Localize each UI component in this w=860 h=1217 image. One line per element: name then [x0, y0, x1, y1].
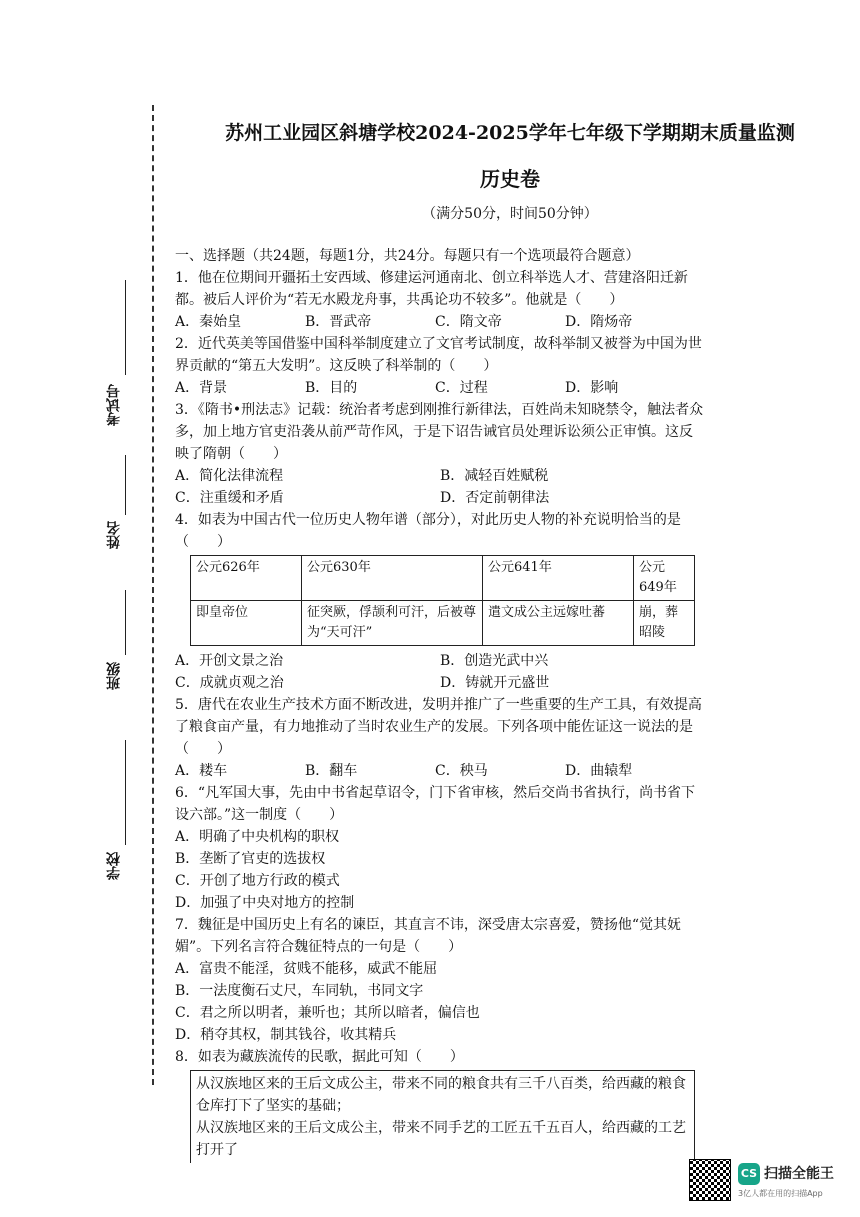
question-stem: 1．他在位期间开疆拓土安西域、修建运河通南北、创立科举选人才、营建洛阳迁新都。被后人评价为“若无水殿龙舟事，共禹论功不较多”。他就是（ ） [175, 270, 688, 308]
qr-code-icon [690, 1160, 730, 1200]
option-c: C．君之所以明者，兼听也；其所以暗者，偏信也 [175, 1005, 480, 1021]
table-cell: 公元626年 [191, 556, 302, 601]
option-c: C．隋文帝 [435, 314, 502, 330]
question-5 [175, 694, 705, 782]
table-cell: 征突厥，俘颉利可汗，后被尊为“天可汗” [302, 601, 483, 646]
option-d: D．否定前朝律法 [440, 490, 550, 506]
table-cell: 公元630年 [302, 556, 483, 601]
option-c: C．成就贞观之治 [175, 675, 284, 691]
question-stem: 7．魏征是中国历史上有名的谏臣，其直言不讳，深受唐太宗喜爱，赞扬他“觉其妩媚”。下列名言符合魏征特点的一句是（ ） [175, 917, 682, 955]
option-b: B．一法度衡石丈尺，车同轨，书同文字 [175, 983, 424, 999]
question-options [175, 377, 705, 399]
question-options [175, 672, 705, 694]
option-b: B．翻车 [305, 763, 358, 779]
table-header-row [191, 556, 695, 601]
camscanner-logo-icon: CS [738, 1163, 760, 1185]
question-7 [175, 914, 705, 1046]
option-d: D．影响 [565, 380, 619, 396]
exam-number-field [104, 280, 144, 450]
name-field [104, 455, 144, 565]
question-options [175, 760, 705, 782]
class-blank [125, 590, 126, 655]
option-a: A．背景 [175, 380, 228, 396]
question-options [175, 487, 705, 509]
class-field [104, 590, 144, 710]
question-stem: 5．唐代在农业生产技术方面不断改进，发明并推广了一些重要的生产工具，有效提高了粮食亩产量，有力地推动了当时农业生产的发展。下列各项中能佐证这一说法的是（ ） [175, 697, 702, 757]
school-blank [125, 740, 126, 845]
name-blank [125, 455, 126, 515]
option-b: B．减轻百姓赋税 [440, 468, 549, 484]
question-stem: 8．如表为藏族流传的民歌，据此可知（ ） [175, 1049, 464, 1065]
option-a: A．秦始皇 [175, 314, 242, 330]
question-stem: 4．如表为中国古代一位历史人物年谱（部分），对此历史人物的补充说明恰当的是（ ） [175, 512, 681, 550]
exam-number-label: 考试号 [106, 384, 122, 426]
folk-song-line: 从汉族地区来的王后文成公主，带来不同的粮食共有三千八百类，给西藏的粮食仓库打下了坚实的基础； [196, 1076, 686, 1114]
question-1 [175, 267, 705, 333]
question-content [175, 245, 705, 1163]
school-label: 学校 [106, 852, 122, 880]
option-a: A．简化法律流程 [175, 468, 284, 484]
option-d: D．加强了中央对地方的控制 [175, 895, 355, 911]
question-4 [175, 509, 705, 694]
question-stem: 2．近代英美等国借鉴中国科举制度建立了文官考试制度，故科举制又被誉为中国为世界贡献的“第五大发明”。这反映了科举制的（ ） [175, 336, 702, 374]
question-2 [175, 333, 705, 399]
table-cell: 公元649年 [634, 556, 695, 601]
option-d: D．稍夺其权，制其钱谷，收其精兵 [175, 1027, 397, 1043]
exam-title: 苏州工业园区斜塘学校2024-2025学年七年级下学期期末质量监测 [225, 122, 795, 144]
exam-subject: 历史卷 [480, 167, 540, 191]
school-field [104, 740, 144, 890]
question-8 [175, 1046, 705, 1163]
option-b: B．创造光武中兴 [440, 653, 549, 669]
question-3 [175, 399, 705, 509]
option-a: A．开创文景之治 [175, 653, 284, 669]
table-cell: 公元641年 [483, 556, 634, 601]
table-cell: 即皇帝位 [191, 601, 302, 646]
question-6 [175, 782, 705, 914]
score-time-note: （满分50分，时间50分钟） [422, 206, 598, 222]
scanner-watermark [690, 1160, 860, 1205]
binding-dashed-line [152, 105, 154, 1085]
option-a: A．明确了中央机构的职权 [175, 829, 340, 845]
folk-song-line: 从汉族地区来的王后文成公主，带来不同手艺的工匠五千五百人，给西藏的工艺打开了 [196, 1120, 686, 1158]
section-heading: 一、选择题（共24题，每题1分，共24分。每题只有一个选项最符合题意） [175, 248, 640, 264]
option-b: B．目的 [305, 380, 358, 396]
option-a: A．富贵不能淫，贫贱不能移，威武不能屈 [175, 961, 438, 977]
option-c: C．开创了地方行政的模式 [175, 873, 340, 889]
option-d: D．曲辕犁 [565, 763, 633, 779]
question-stem: 6．“凡军国大事，先由中书省起草诏令，门下省审核，然后交尚书省执行，尚书省下设六部。”这一制度（ ） [175, 785, 696, 823]
scanner-tagline: 3亿人都在用的扫描App [738, 1189, 823, 1198]
option-a: A．耧车 [175, 763, 228, 779]
option-d: D．隋炀帝 [565, 314, 633, 330]
question-options [175, 465, 705, 487]
exam-number-blank [125, 280, 126, 375]
option-b: B．垄断了官吏的选拔权 [175, 851, 326, 867]
table-cell: 遣文成公主远嫁吐蕃 [483, 601, 634, 646]
chronology-table [190, 555, 695, 646]
class-label: 班级 [106, 662, 122, 690]
table-cell: 崩，葬昭陵 [634, 601, 695, 646]
table-row [191, 601, 695, 646]
option-c: C．过程 [435, 380, 488, 396]
question-options [175, 311, 705, 333]
option-c: C．注重缓和矛盾 [175, 490, 284, 506]
question-stem: 3．《隋书•刑法志》记载：统治者考虑到刚推行新律法，百姓尚未知晓禁令，触法者众多，加上地方官吏沿袭从前严苛作风，于是下诏告诫官员处理诉讼须公正审慎。这反映了隋朝（ ） [175, 402, 704, 462]
question-options [175, 650, 705, 672]
option-d: D．铸就开元盛世 [440, 675, 550, 691]
scanner-app-name: 扫描全能王 [764, 1166, 834, 1182]
name-label: 姓名 [106, 521, 122, 549]
option-c: C．秧马 [435, 763, 488, 779]
folk-song-box [190, 1070, 695, 1163]
option-b: B．晋武帝 [305, 314, 372, 330]
